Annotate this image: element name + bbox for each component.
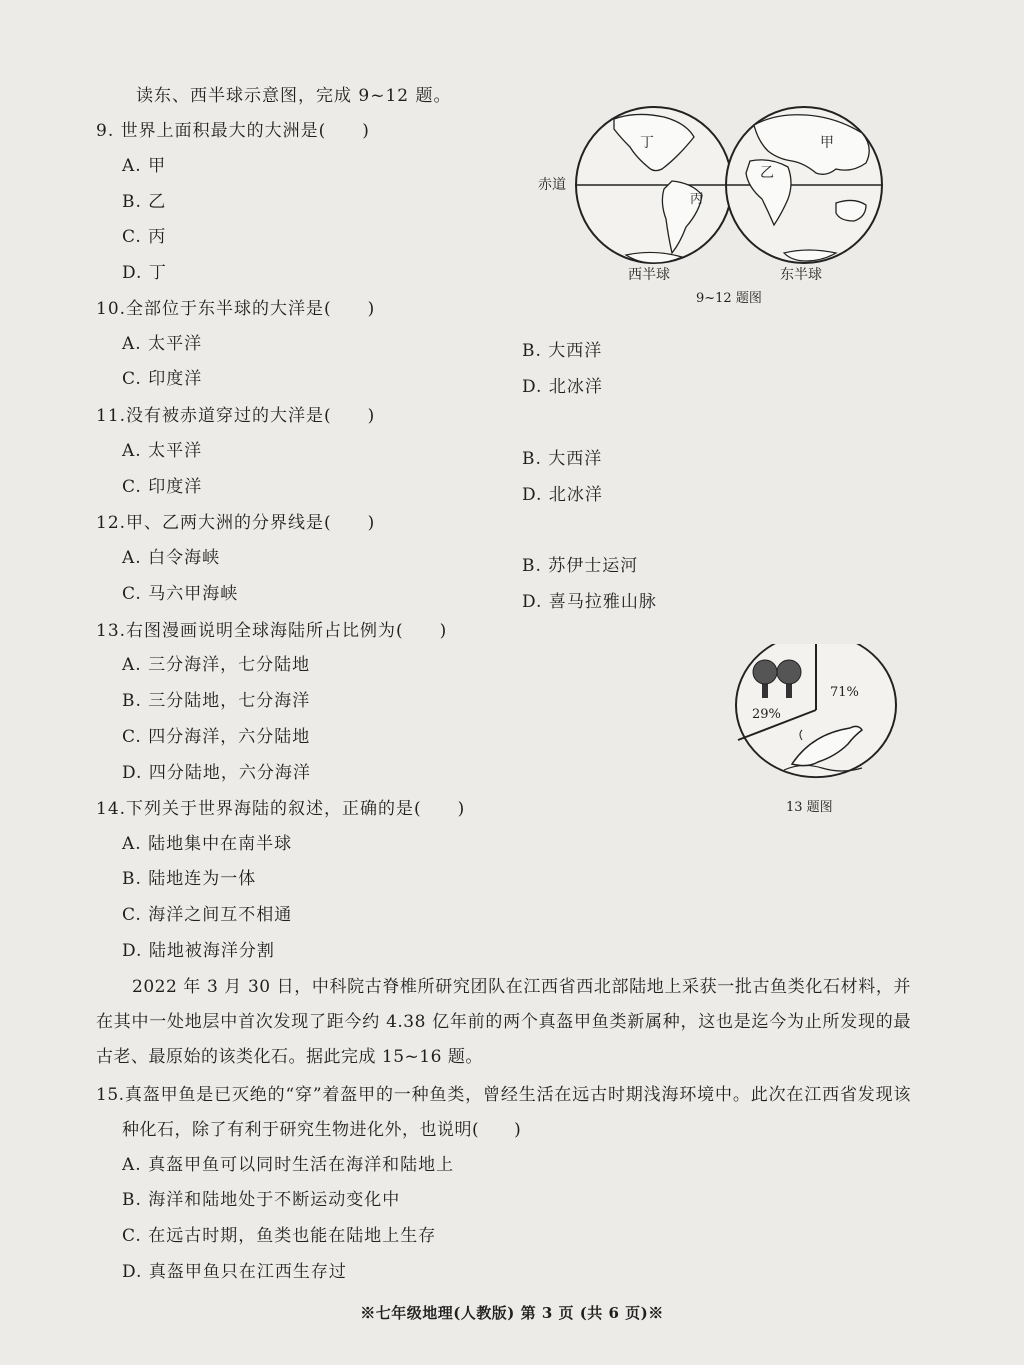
map-caption: 9~12 题图 [696,291,762,306]
hemispheres-map [536,103,896,293]
question-9-option-d: D. 丁 [122,263,167,283]
land-ocean-pie [732,644,902,784]
page-footer: ※七年级地理(人教版) 第 3 页 (共 6 页)※ [360,1304,664,1322]
question-15-option-a: A. 真盔甲鱼可以同时生活在海洋和陆地上 [122,1155,455,1175]
question-10-option-d: D. 北冰洋 [522,377,603,397]
question-12-option-c: C. 马六甲海峡 [122,584,239,604]
question-14-option-a: A. 陆地集中在南半球 [122,834,293,854]
question-12-option-a: A. 白令海峡 [122,548,221,568]
question-11-option-c: C. 印度洋 [122,477,203,497]
question-10-option-c: C. 印度洋 [122,369,203,389]
pie-caption: 13 题图 [786,800,833,815]
west-hemisphere-label: 西半球 [628,267,670,283]
question-11-option-d: D. 北冰洋 [522,485,603,505]
question-9-option-a: A. 甲 [122,156,167,176]
map-label-bing: 丙 [690,192,704,207]
question-11-option-a: A. 太平洋 [122,441,203,461]
question-15-option-d: D. 真盔甲鱼只在江西生存过 [122,1262,347,1282]
pie-ocean-percent: 71% [830,685,859,700]
question-14-option-c: C. 海洋之间互不相通 [122,905,293,925]
question-9-stem: 9. 世界上面积最大的大洲是( ) [96,121,370,141]
question-9-option-b: B. 乙 [122,192,167,212]
section-intro: 读东、西半球示意图，完成 9~12 题。 [136,86,452,106]
question-13-option-d: D. 四分陆地，六分海洋 [122,763,311,783]
question-9-option-c: C. 丙 [122,227,167,247]
question-11-stem: 11.没有被赤道穿过的大洋是( ) [96,406,376,426]
passage-15-16: 2022 年 3 月 30 日，中科院古脊椎所研究团队在江西省西北部陆地上采获一批古鱼类化石材料，并在其中一处地层中首次发现了距今约 4.38 亿年前的两个真盔甲鱼类新属种，这也是迄今为止所发现的最古老、最原始的该类化石。据此完成 15~16 题。 [96,977,911,1067]
question-10-option-a: A. 太平洋 [122,334,203,354]
question-14-option-d: D. 陆地被海洋分割 [122,941,275,961]
question-14-stem: 14.下列关于世界海陆的叙述，正确的是( ) [96,799,466,819]
map-label-ding: 丁 [640,135,654,151]
map-label-yi: 乙 [760,165,774,181]
question-13-stem: 13.右图漫画说明全球海陆所占比例为( ) [96,621,448,641]
question-15-option-b: B. 海洋和陆地处于不断运动变化中 [122,1190,401,1210]
question-14-option-b: B. 陆地连为一体 [122,869,257,889]
question-13-option-b: B. 三分陆地，七分海洋 [122,691,311,711]
question-10-option-b: B. 大西洋 [522,341,603,361]
question-13-option-a: A. 三分海洋，七分陆地 [122,655,311,675]
question-15-stem: 15.真盔甲鱼是已灭绝的“穿”着盔甲的一种鱼类，曾经生活在远古时期浅海环境中。此次在江西省发现该种化石，除了有利于研究生物进化外，也说明( ) [96,1085,911,1140]
equator-label: 赤道 [538,177,566,193]
map-label-jia: 甲 [820,135,834,151]
question-11-option-b: B. 大西洋 [522,449,603,469]
pie-land-percent: 29% [752,707,781,722]
question-12-option-b: B. 苏伊士运河 [522,556,639,576]
question-12-stem: 12.甲、乙两大洲的分界线是( ) [96,513,376,533]
question-13-option-c: C. 四分海洋，六分陆地 [122,727,311,747]
east-hemisphere-label: 东半球 [780,267,822,283]
question-12-option-d: D. 喜马拉雅山脉 [522,592,657,612]
question-10-stem: 10.全部位于东半球的大洋是( ) [96,299,376,319]
question-15-option-c: C. 在远古时期，鱼类也能在陆地上生存 [122,1226,437,1246]
